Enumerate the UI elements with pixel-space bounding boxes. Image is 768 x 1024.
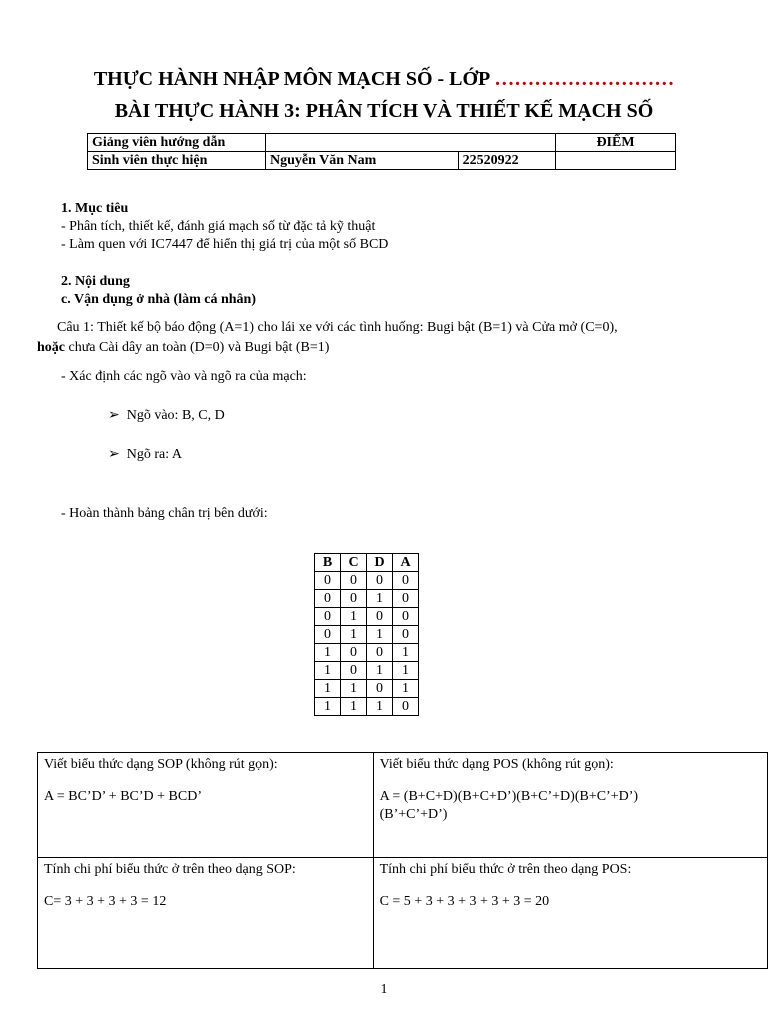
instructor-value	[266, 134, 556, 152]
table-cell: 0	[315, 608, 341, 626]
table-cell: 1	[393, 662, 419, 680]
student-label: Sinh viên thực hiện	[88, 152, 266, 170]
section-content-sub: c. Vận dụng ở nhà (làm cá nhân)	[61, 292, 256, 307]
pos-label: Viết biểu thức dạng POS (không rút gọn):	[379, 757, 614, 772]
class-placeholder-dots: ………………………	[494, 68, 675, 90]
table-cell: 1	[367, 590, 393, 608]
table-cell: 1	[315, 662, 341, 680]
expressions-row	[38, 753, 768, 858]
question-line-2-rest: chưa Cài dây an toàn (D=0) và Bugi bật (B=1)	[65, 340, 330, 355]
table-cell: 1	[367, 626, 393, 644]
outputs-text: Ngõ ra: A	[126, 447, 182, 462]
arrow-bullet-icon: ➢	[108, 447, 120, 462]
table-cell: 1	[393, 680, 419, 698]
sop-cost-label: Tính chi phí biểu thức ở trên theo dạng SOP:	[44, 862, 296, 877]
document-title	[0, 68, 768, 91]
pos-cost-value: C = 5 + 3 + 3 + 3 + 3 + 3 = 20	[379, 894, 550, 909]
table-row	[315, 698, 419, 716]
objective-item-1: - Phân tích, thiết kế, đánh giá mạch số từ đặc tả kỹ thuật	[61, 219, 376, 234]
question-line-2	[37, 339, 329, 357]
table-cell: 1	[341, 608, 367, 626]
title-text: THỰC HÀNH NHẬP MÔN MẠCH SỐ - LỚP	[93, 68, 490, 90]
pos-value-line-1: A = (B+C+D)(B+C+D’)(B+C’+D)(B+C’+D’)	[379, 789, 639, 804]
col-header: C	[341, 554, 367, 572]
pos-cost-cell	[373, 858, 767, 969]
table-cell: 1	[341, 698, 367, 716]
table-cell: 1	[393, 644, 419, 662]
table-cell: 0	[315, 572, 341, 590]
section-content-heading: 2. Nội dung	[61, 274, 130, 289]
table-cell: 1	[367, 698, 393, 716]
outputs-item	[108, 446, 182, 464]
table-cell: 0	[367, 644, 393, 662]
table-cell: 0	[341, 590, 367, 608]
table-row	[315, 644, 419, 662]
table-row	[315, 590, 419, 608]
pos-value-line-2: (B’+C’+D’)	[379, 807, 448, 822]
sop-value: A = BC’D’ + BC’D + BCD’	[44, 789, 202, 804]
question-line-1: Câu 1: Thiết kế bộ báo động (A=1) cho lái xe với các tình huống: Bugi bật (B=1) và Cửa mở (C=0),	[57, 320, 618, 335]
instructor-label: Giảng viên hướng dẫn	[88, 134, 266, 152]
sop-cost-value: C= 3 + 3 + 3 + 3 = 12	[44, 894, 167, 909]
table-cell: 1	[315, 644, 341, 662]
student-name: Nguyễn Văn Nam	[266, 152, 459, 170]
score-value	[556, 152, 676, 170]
table-cell: 0	[315, 590, 341, 608]
col-header: A	[393, 554, 419, 572]
col-header: D	[367, 554, 393, 572]
page-number: 1	[380, 982, 388, 997]
inputs-item	[108, 407, 225, 425]
table-cell: 0	[367, 608, 393, 626]
student-id: 22520922	[458, 152, 555, 170]
pos-cell	[373, 753, 767, 858]
question-or-keyword: hoặc	[37, 340, 65, 355]
task-io: - Xác định các ngõ vào và ngõ ra của mạch:	[61, 369, 307, 384]
table-row	[315, 608, 419, 626]
objective-item-2: - Làm quen với IC7447 để hiển thị giá trị của một số BCD	[61, 237, 389, 252]
student-row	[88, 152, 676, 170]
sop-cell	[38, 753, 374, 858]
instructor-row	[88, 134, 676, 152]
table-row	[315, 662, 419, 680]
table-cell: 0	[341, 662, 367, 680]
pos-cost-label: Tính chi phí biểu thức ở trên theo dạng POS:	[379, 862, 632, 877]
truth-table-header	[315, 554, 419, 572]
table-row	[315, 626, 419, 644]
table-cell: 0	[341, 572, 367, 590]
sop-label: Viết biểu thức dạng SOP (không rút gọn):	[44, 757, 278, 772]
truth-table	[314, 553, 419, 716]
section-objectives-heading: 1. Mục tiêu	[61, 201, 129, 216]
score-label: ĐIỂM	[556, 134, 676, 152]
table-cell: 1	[315, 680, 341, 698]
table-cell: 0	[367, 680, 393, 698]
truth-table-body	[315, 572, 419, 716]
table-cell: 1	[367, 662, 393, 680]
table-row	[315, 572, 419, 590]
cost-row	[38, 858, 768, 969]
table-cell: 0	[315, 626, 341, 644]
table-cell: 1	[341, 680, 367, 698]
table-cell: 0	[393, 626, 419, 644]
table-cell: 0	[393, 590, 419, 608]
table-cell: 1	[315, 698, 341, 716]
task-truth-table: - Hoàn thành bảng chân trị bên dưới:	[61, 506, 268, 521]
table-row	[315, 680, 419, 698]
expressions-table	[37, 752, 768, 969]
arrow-bullet-icon: ➢	[108, 408, 120, 423]
table-cell: 1	[341, 626, 367, 644]
table-cell: 0	[367, 572, 393, 590]
table-cell: 0	[341, 644, 367, 662]
inputs-text: Ngõ vào: B, C, D	[126, 408, 225, 423]
col-header: B	[315, 554, 341, 572]
lab-title: BÀI THỰC HÀNH 3: PHÂN TÍCH VÀ THIẾT KẾ MẠCH SỐ	[114, 100, 654, 122]
table-cell: 0	[393, 608, 419, 626]
sop-cost-cell	[38, 858, 374, 969]
info-table	[87, 133, 676, 170]
table-cell: 0	[393, 698, 419, 716]
table-cell: 0	[393, 572, 419, 590]
